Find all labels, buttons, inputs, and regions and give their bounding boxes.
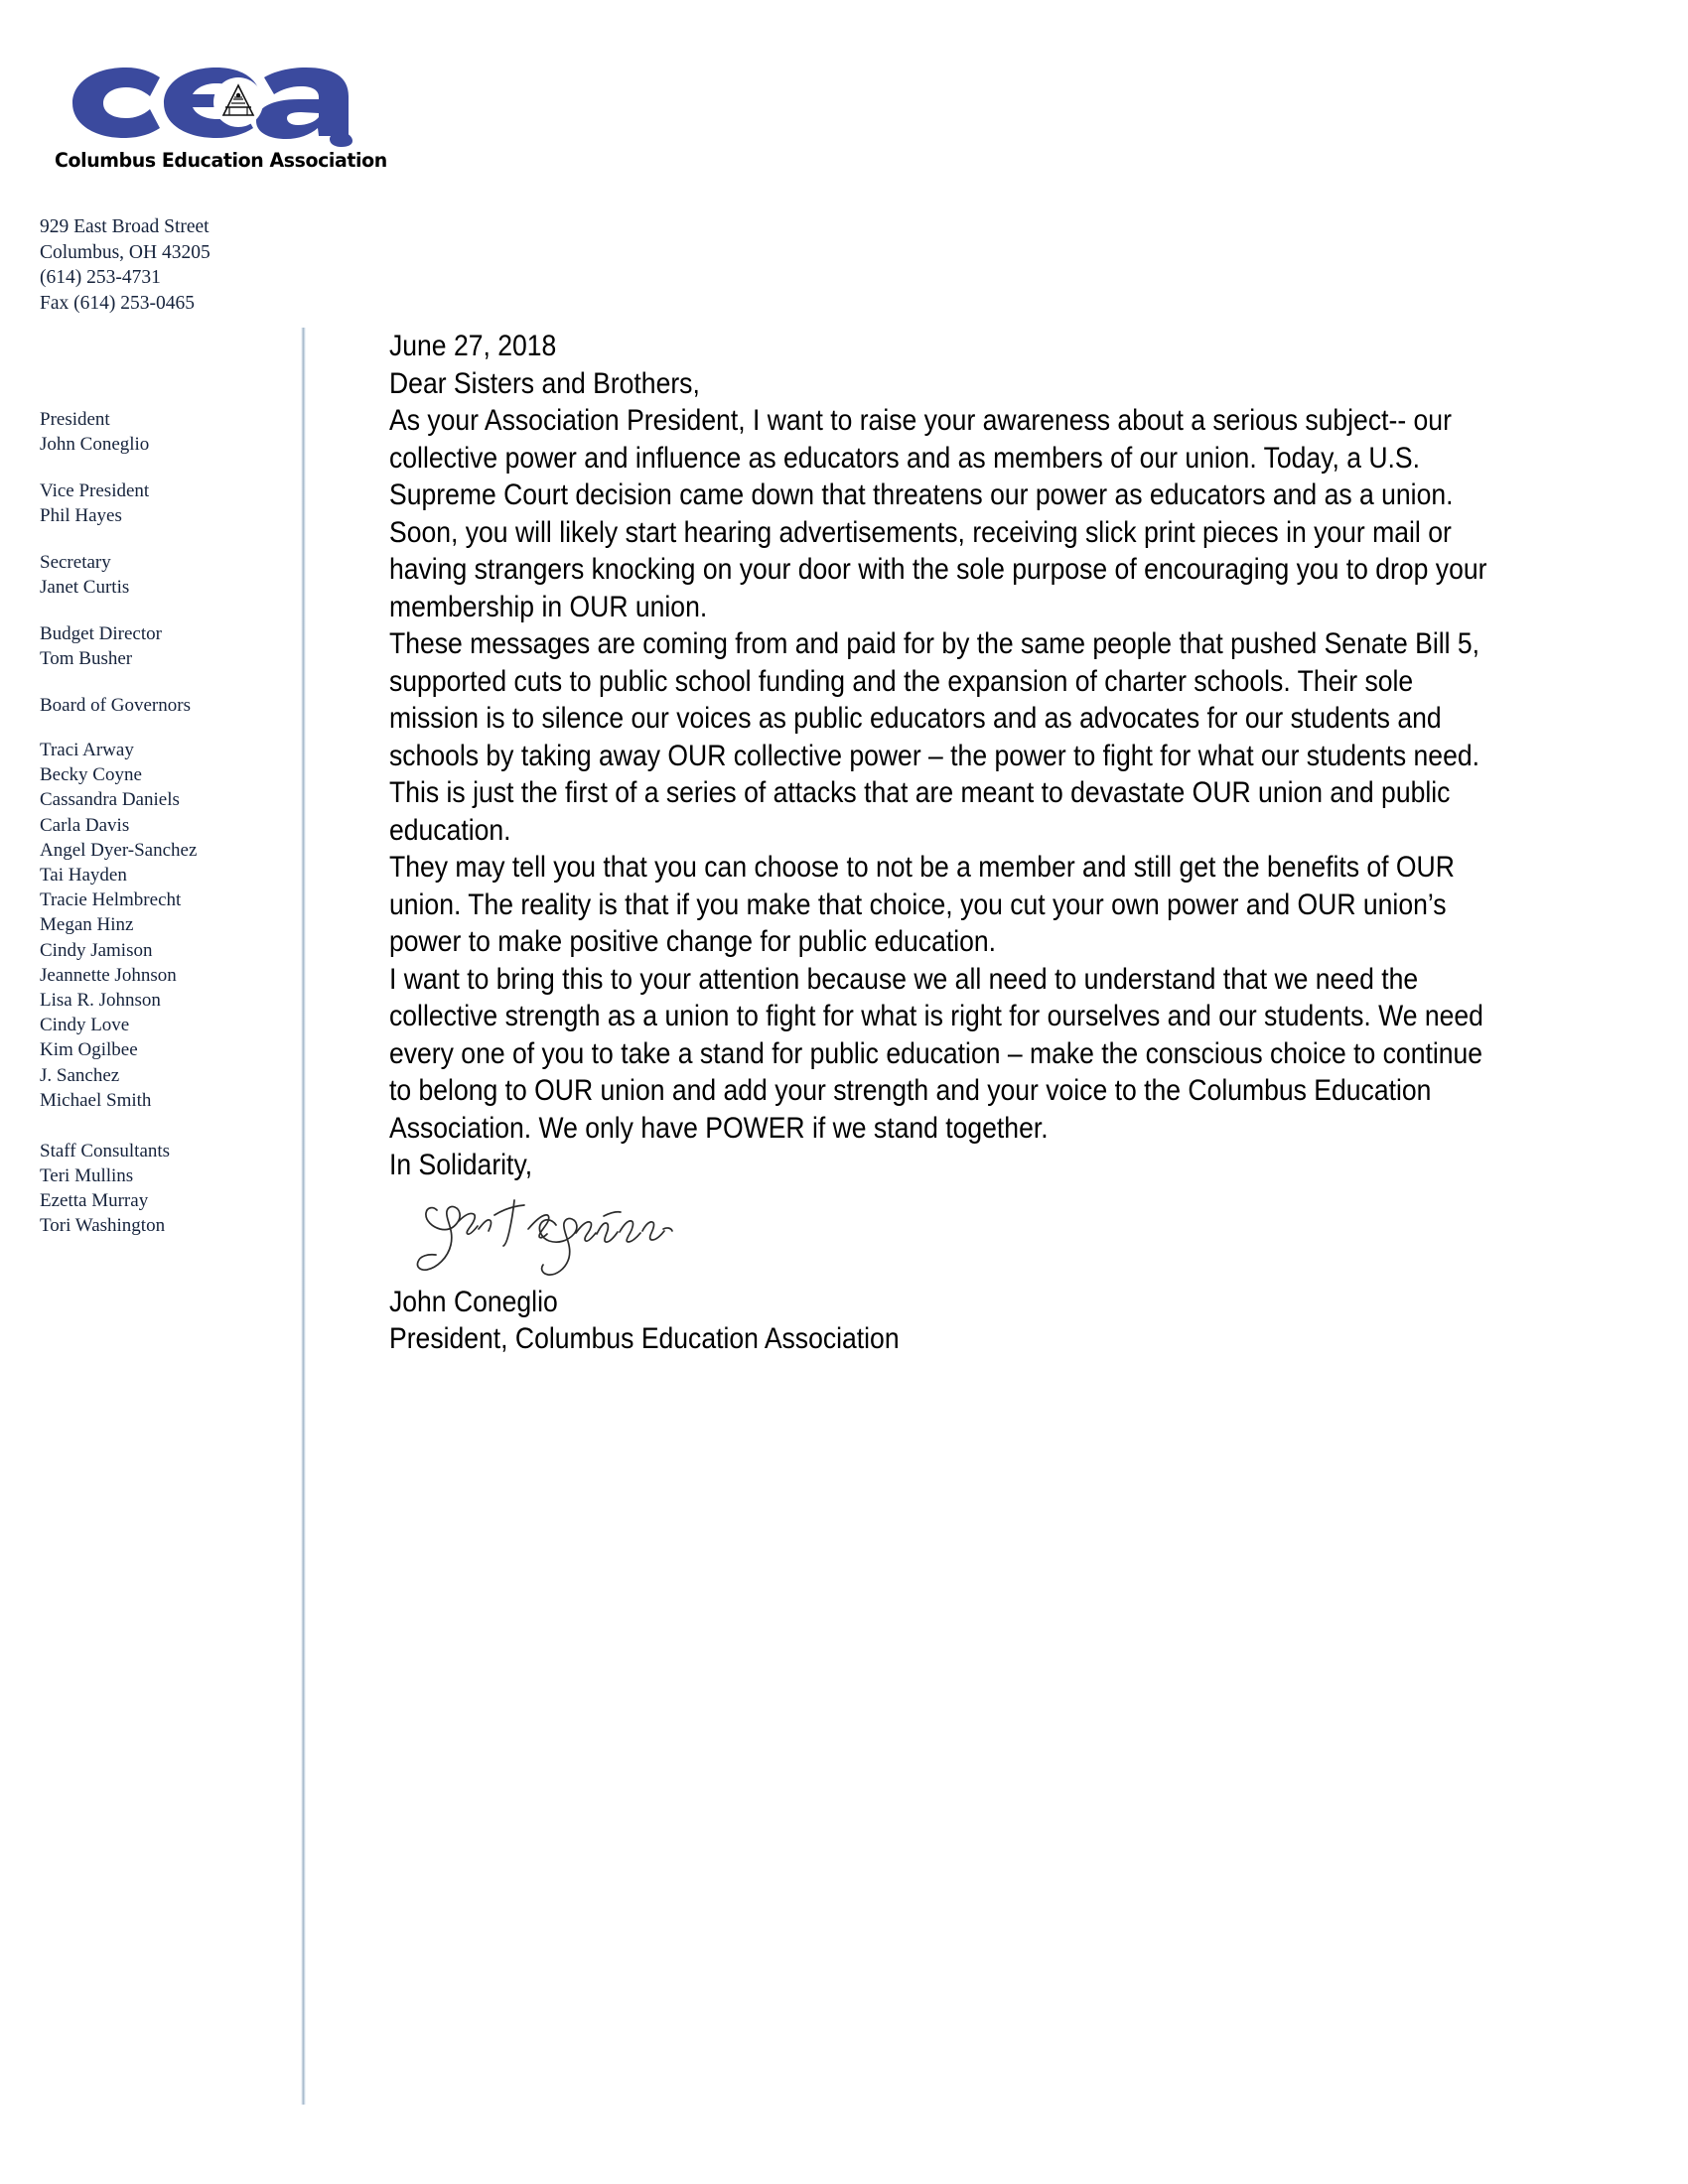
officer-role: Secretary <box>40 552 111 573</box>
letter-paragraph: They may tell you that you can choose to not be a member and still get the benefits of OUR union. The reality is that if you make that choice, you cut your own power and OUR union’s power to make positive change for public education. <box>389 851 1455 958</box>
list-item: Teri Mullins <box>40 1165 134 1187</box>
vertical-divider-rule <box>301 328 306 2105</box>
handwritten-signature-image <box>407 1188 675 1278</box>
officer-vice-president <box>40 478 293 528</box>
address-street: 929 East Broad Street <box>40 216 210 237</box>
officer-role: President <box>40 409 110 430</box>
list-item: Cindy Jamison <box>40 939 153 961</box>
list-item: Angel Dyer-Sanchez <box>40 839 198 861</box>
officer-name: Tom Busher <box>40 648 133 669</box>
letter-paragraph: I want to bring this to your attention because we all need to understand that we need the collective strength as a union to fight for what is right for ourselves and our students. We need every one of you to take a stand for public education – make the conscious choice to continue to belong to OUR union and add your strength and your voice to the Columbus Education Association. We only have POWER if we stand together. <box>389 962 1483 1145</box>
organization-wordmark: Columbus Education Association <box>55 149 387 172</box>
letterhead-sidebar <box>0 0 387 2184</box>
address-fax: Fax (614) 253-0465 <box>40 292 195 314</box>
letter-paragraph: Soon, you will likely start hearing advertisements, receiving slick print pieces in your mail or having strangers knocking on your door with the sole purpose of encouraging you to drop your membership in OUR union. <box>389 515 1487 623</box>
letter-body <box>389 328 1501 1357</box>
letter-date: June 27, 2018 <box>389 330 557 362</box>
officer-role: Budget Director <box>40 623 162 644</box>
list-item: Cassandra Daniels <box>40 789 180 811</box>
board-of-governors-list <box>40 738 293 1113</box>
list-item: Tori Washington <box>40 1215 166 1237</box>
list-item: Traci Arway <box>40 740 134 760</box>
list-item: Tai Hayden <box>40 865 127 887</box>
board-of-governors-block <box>40 693 293 1113</box>
letter-salutation: Dear Sisters and Brothers, <box>389 366 700 400</box>
list-item: J. Sanchez <box>40 1064 120 1086</box>
signature-block <box>407 1188 1501 1284</box>
cea-logo <box>55 38 392 172</box>
officer-name: Janet Curtis <box>40 577 130 598</box>
list-item: Jeannette Johnson <box>40 964 177 986</box>
address-phone: (614) 253-4731 <box>40 267 161 288</box>
list-item: Michael Smith <box>40 1089 152 1111</box>
staff-consultants-heading: Staff Consultants <box>40 1141 171 1162</box>
letter-paragraph: As your Association President, I want to raise your awareness about a serious subject-- our collective power and influence as educators and as members of our union. Today, a U.S. Supreme Court decision came down that threatens our power as educators and as a union. <box>389 404 1454 511</box>
board-of-governors-heading: Board of Governors <box>40 695 191 716</box>
officer-secretary <box>40 550 293 600</box>
officer-name: John Coneglio <box>40 434 150 455</box>
list-item: Tracie Helmbrecht <box>40 889 182 911</box>
list-item: Carla Davis <box>40 814 130 836</box>
list-item: Megan Hinz <box>40 914 134 936</box>
signer-name: John Coneglio <box>389 1285 558 1318</box>
officer-name: Phil Hayes <box>40 505 122 526</box>
officer-role: Vice President <box>40 480 150 501</box>
list-item: Cindy Love <box>40 1015 130 1036</box>
list-item: Kim Ogilbee <box>40 1039 138 1061</box>
officers-and-roster <box>40 407 293 1239</box>
address-block <box>40 214 288 316</box>
list-item: Becky Coyne <box>40 764 142 786</box>
staff-consultants-list <box>40 1163 293 1239</box>
signer-title: President, Columbus Education Association <box>389 1321 900 1355</box>
list-item: Lisa R. Johnson <box>40 990 161 1012</box>
list-item: Ezetta Murray <box>40 1190 149 1212</box>
address-city-state-zip: Columbus, OH 43205 <box>40 241 211 263</box>
officer-budget-director <box>40 621 293 671</box>
letter-closing: In Solidarity, <box>389 1149 533 1181</box>
staff-consultants-block <box>40 1139 293 1239</box>
cea-logo-mark <box>55 38 352 147</box>
letter-paragraph: These messages are coming from and paid for by the same people that pushed Senate Bill 5, supported cuts to public school funding and the expansion of charter schools. Their sole mission is to silence our voices as public educators and as advocates for our students and schools by taking away OUR collective power – the power to fight for what our students need. This is just the first of a series of attacks that are meant to devastate OUR union and public education. <box>389 627 1480 847</box>
officer-president <box>40 407 293 457</box>
